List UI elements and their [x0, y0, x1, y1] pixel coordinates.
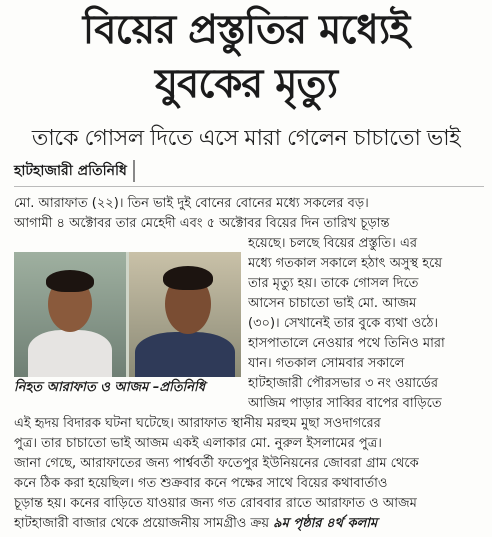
body-line: তার মৃত্যু হয়। তাকে গোসল দিতে	[248, 276, 419, 291]
body-line: (৩০)। সেখানেই তার বুকে ব্যথা ওঠে।	[248, 316, 439, 331]
body-line: যান। গতকাল সোমবার সকালে	[248, 356, 405, 371]
body-line: এই হৃদয় বিদারক ঘটনা ঘটেছে। আরাফাত স্থানীয় মরহুম মুছা সওদাগরের	[14, 416, 381, 431]
body-line: হাটহাজারী পৌরসভার ৩ নং ওয়ার্ডের	[248, 376, 438, 391]
headline-line-2: যুবকের মৃত্যু	[154, 61, 338, 107]
body-line: পুত্র। তার চাচাতো ভাই আজম একই এলাকার মো. নুরুল ইসলামের পুত্র।	[14, 436, 382, 451]
body-last-line-text: হাটহাজারী বাজার থেকে প্রয়োজনীয় সামগ্রীও ক্রয়	[14, 516, 274, 531]
body-line: চূড়ান্ত হয়। কনের বাড়িতে যাওয়ার জন্য গত রোববার রাতে আরাফাত ও আজম	[14, 496, 417, 511]
continuation-link[interactable]: ৯ম পৃষ্ঠার ৪র্থ কলাম	[273, 516, 378, 531]
body-line: কনে ঠিক করা হয়েছিল। গত শুক্রবার কনে পক্ষের সাথে বিয়ের কথাবার্তাও	[14, 476, 388, 491]
photo-azam	[129, 252, 241, 377]
body-line: হাসপাতালে নেওয়ার পথে তিনিও মারা	[248, 336, 445, 351]
byline: হাটহাজারী প্রতিনিধি	[14, 160, 135, 182]
body-line: আগামী ৪ অক্টোবর তার মেহেদী এবং ৫ অক্টোবর বিয়ের দিন তারিখ চূড়ান্ত	[14, 216, 390, 231]
headline-line-1: বিয়ের প্রস্তুতির মধ্যেই	[82, 7, 410, 53]
divider	[14, 186, 484, 187]
body-line: আসেন চাচাতো ভাই মো. আজম	[248, 296, 417, 311]
body-last-line	[14, 514, 482, 534]
body-line: মো. আরাফাত (২২)। তিন ভাই দুই বোনের বোনের মধ্যে সকলের বড়।	[14, 196, 369, 211]
body-line: হয়েছে। চলছে বিয়ের প্রস্তুতি। এর	[248, 236, 417, 251]
body-line: আজিম পাড়ার সাব্বির বাপের বাড়িতে	[248, 396, 442, 411]
body-line: মধ্যে গতকাল সকালে হঠাৎ অসুস্থ হয়ে	[248, 256, 443, 271]
body-line: জানা গেছে, আরাফাতের জন্য পার্শ্ববর্তী ফতেপুর ইউনিয়নের জোবরা গ্রাম থেকে	[14, 456, 419, 471]
photo-caption: নিহত আরাফাত ও আজম –প্রতিনিধি	[14, 380, 206, 395]
news-photo	[14, 252, 241, 377]
photo-arafat	[14, 252, 126, 377]
subheadline: তাকে গোসল দিতে এসে মারা গেলেন চাচাতো ভাই	[31, 126, 461, 151]
